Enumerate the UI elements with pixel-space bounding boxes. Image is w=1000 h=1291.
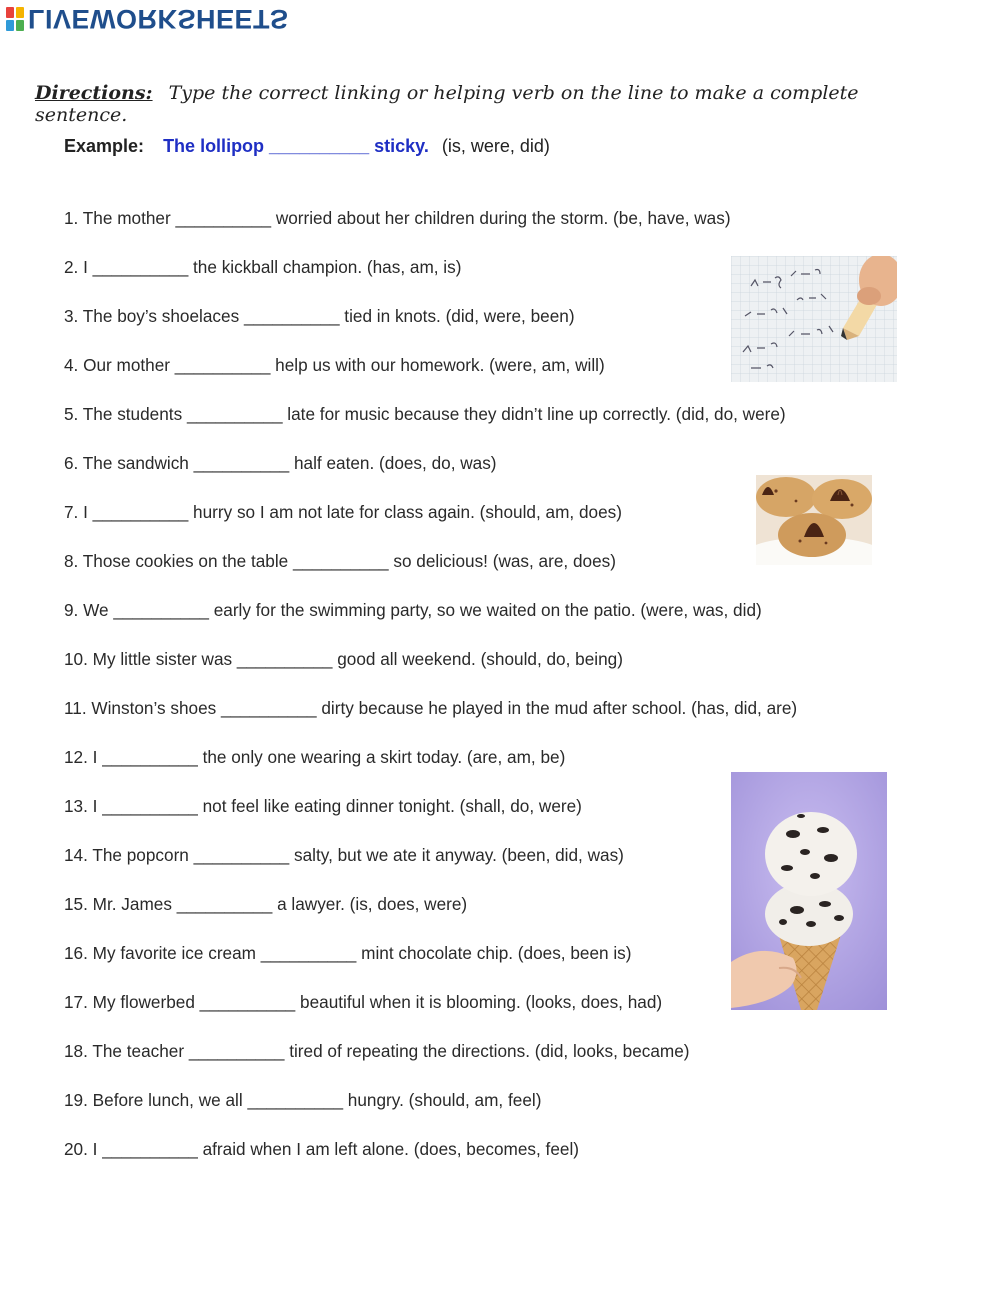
question-item[interactable]: 4. Our mother __________ help us with our homework. (were, am, will) — [64, 355, 605, 375]
question-item[interactable]: 16. My favorite ice cream __________ mint chocolate chip. (does, been is) — [64, 943, 632, 963]
question-item[interactable]: 3. The boy’s shoelaces __________ tied in knots. (did, were, been) — [64, 306, 575, 326]
abc-blocks-icon — [6, 7, 24, 31]
question-item[interactable]: 10. My little sister was __________ good all weekend. (should, do, being) — [64, 649, 623, 669]
question-item[interactable]: 2. I __________ the kickball champion. (has, am, is) — [64, 257, 462, 277]
question-item[interactable]: 12. I __________ the only one wearing a skirt today. (are, am, be) — [64, 747, 566, 767]
directions-label: Directions: — [35, 82, 153, 104]
question-item[interactable]: 6. The sandwich __________ half eaten. (does, do, was) — [64, 453, 497, 473]
ice-cream-cone-photo — [731, 772, 887, 1010]
question-item[interactable]: 15. Mr. James __________ a lawyer. (is, does, were) — [64, 894, 468, 914]
question-item[interactable]: 7. I __________ hurry so I am not late for class again. (should, am, does) — [64, 502, 622, 522]
example-sentence: The lollipop __________ sticky. — [163, 136, 429, 156]
example — [64, 136, 550, 157]
math-homework-photo — [731, 256, 897, 382]
site-logo — [6, 4, 289, 34]
example-label: Example: — [64, 136, 145, 156]
question-item[interactable]: 5. The students __________ late for music because they didn’t line up correctly. (did, do, were) — [64, 404, 786, 424]
question-item[interactable]: 9. We __________ early for the swimming party, so we waited on the patio. (were, was, did) — [64, 600, 762, 620]
question-item[interactable]: 20. I __________ afraid when I am left alone. (does, becomes, feel) — [64, 1139, 579, 1159]
cookies-photo — [756, 475, 872, 565]
question-item[interactable]: 1. The mother __________ worried about her children during the storm. (be, have, was) — [64, 208, 731, 228]
question-item[interactable]: 17. My flowerbed __________ beautiful when it is blooming. (looks, does, had) — [64, 992, 663, 1012]
logo-text: LIVEWORKSHEETS — [28, 4, 289, 34]
question-item[interactable]: 13. I __________ not feel like eating dinner tonight. (shall, do, were) — [64, 796, 582, 816]
directions — [35, 82, 955, 126]
question-item[interactable]: 14. The popcorn __________ salty, but we ate it anyway. (been, did, was) — [64, 845, 624, 865]
question-item[interactable]: 19. Before lunch, we all __________ hungry. (should, am, feel) — [64, 1090, 542, 1110]
example-choices: (is, were, did) — [441, 136, 550, 156]
directions-text: Type the correct linking or helping verb on the line to make a complete sentence. — [35, 82, 859, 126]
question-item[interactable]: 18. The teacher __________ tired of repeating the directions. (did, looks, became) — [64, 1041, 690, 1061]
question-item[interactable]: 8. Those cookies on the table __________ so delicious! (was, are, does) — [64, 551, 616, 571]
question-item[interactable]: 11. Winston’s shoes __________ dirty because he played in the mud after school. (has, did, are) — [64, 698, 798, 718]
